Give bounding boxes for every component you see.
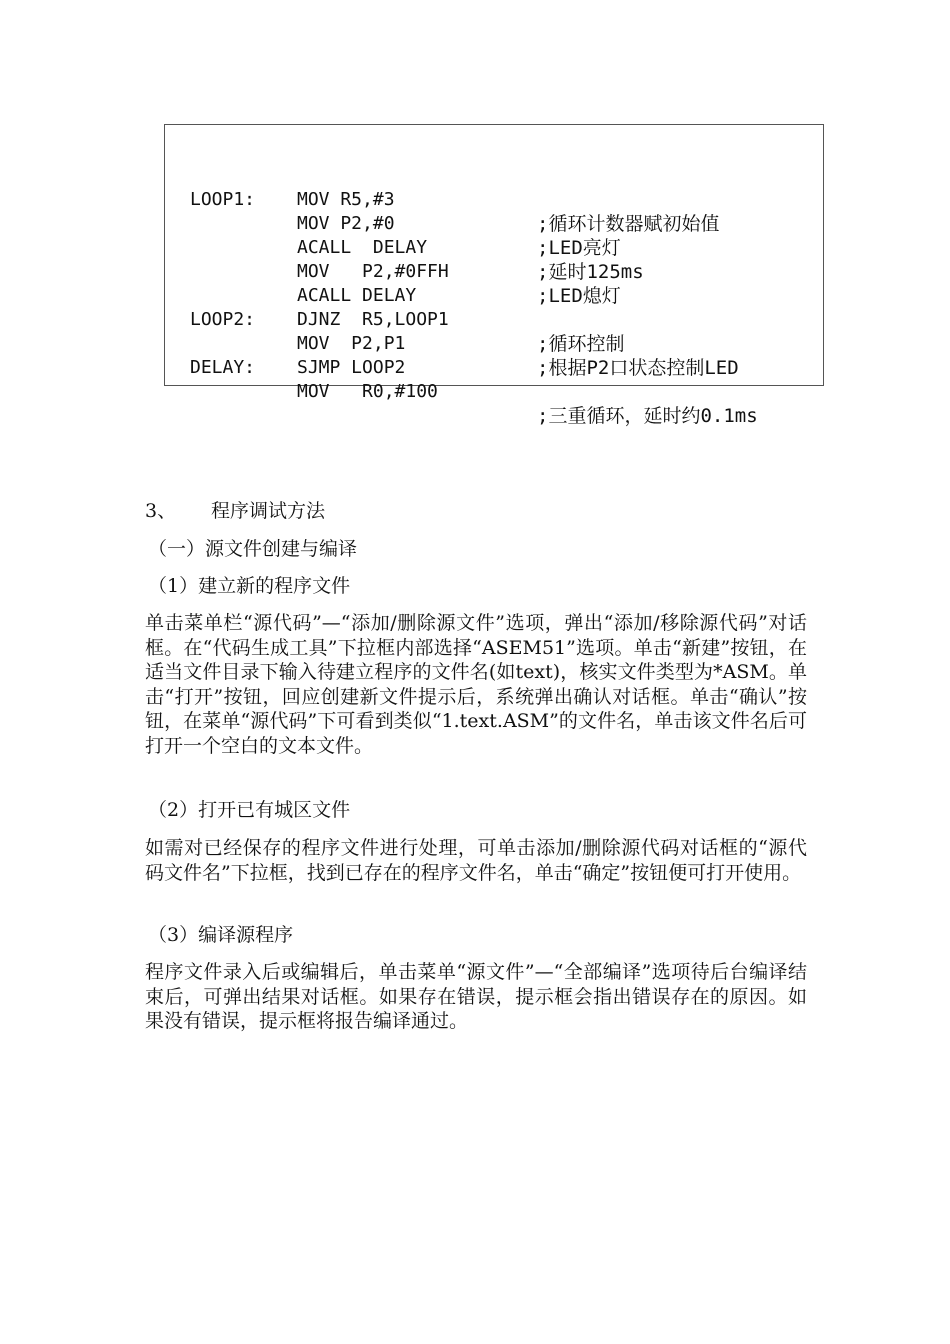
code-comment: ;循环控制 [537,333,625,355]
code-instruction: SJMP LOOP2 [297,357,406,378]
paragraph: 单击菜单栏“源代码”—“添加/删除源文件”选项，弹出“添加/移除源代码”对话框。在“代码生成工具”下拉框内部选择“ASEM51”选项。单击“新建”按钮，在适当文件目录下输入待建立程序的文件名(如text)，核实文件类型为*ASM。单击“打开”按钮，回应创建新文件提示后，系统弹出确认对话框。单击“确认”按钮，在菜单“源代码”下可看到类似“1.text.ASM”的文件名，单击该文件名后可打开一个空白的文本文件。 [145,612,807,757]
code-label: DELAY: [190,357,256,378]
code-comment: ;根据P2口状态控制LED [537,357,739,379]
code-label: LOOP1: [190,189,256,210]
paragraph: 如需对已经保存的程序文件进行处理，可单击添加/删除源代码对话框的“源代码文件名”下拉框，找到已存在的程序文件名，单击“确定”按钮便可打开使用。 [145,837,807,884]
paragraph: 程序文件录入后或编辑后，单击菜单“源文件”—“全部编译”选项待后台编译结束后，可弹出结果对话框。如果存在错误，提示框会指出错误存在的原因。如果没有错误，提示框将报告编译通过。 [145,961,807,1032]
item-heading: （2）打开已有城区文件 [148,799,351,821]
code-instruction: MOV P2,P1 [297,333,406,354]
code-label: LOOP2: [190,309,256,330]
section-heading [145,498,325,524]
section-number: 3、 [145,500,177,522]
item-heading: （3）编译源程序 [148,924,294,946]
code-instruction: ACALL DELAY [297,285,417,306]
subsection-heading: （一）源文件创建与编译 [148,538,358,560]
code-instruction: MOV P2,#0 [297,213,395,234]
code-comment: ;LED熄灯 [537,285,621,307]
code-instruction: MOV R0,#100 [297,381,438,402]
code-instruction: MOV P2,#0FFH [297,261,449,282]
code-instruction: DJNZ R5,LOOP1 [297,309,449,330]
code-comment: ;三重循环，延时约0.1ms [537,405,758,427]
item-heading: （1）建立新的程序文件 [148,575,351,597]
section-title: 程序调试方法 [211,500,326,522]
code-instruction: ACALL DELAY [297,237,428,258]
code-comment: ;延时125ms [537,261,644,283]
code-comment: ;循环计数器赋初始值 [537,213,720,235]
code-instruction: MOV R5,#3 [297,189,395,210]
code-comment: ;LED亮灯 [537,237,621,259]
code-listing-box [164,124,824,427]
